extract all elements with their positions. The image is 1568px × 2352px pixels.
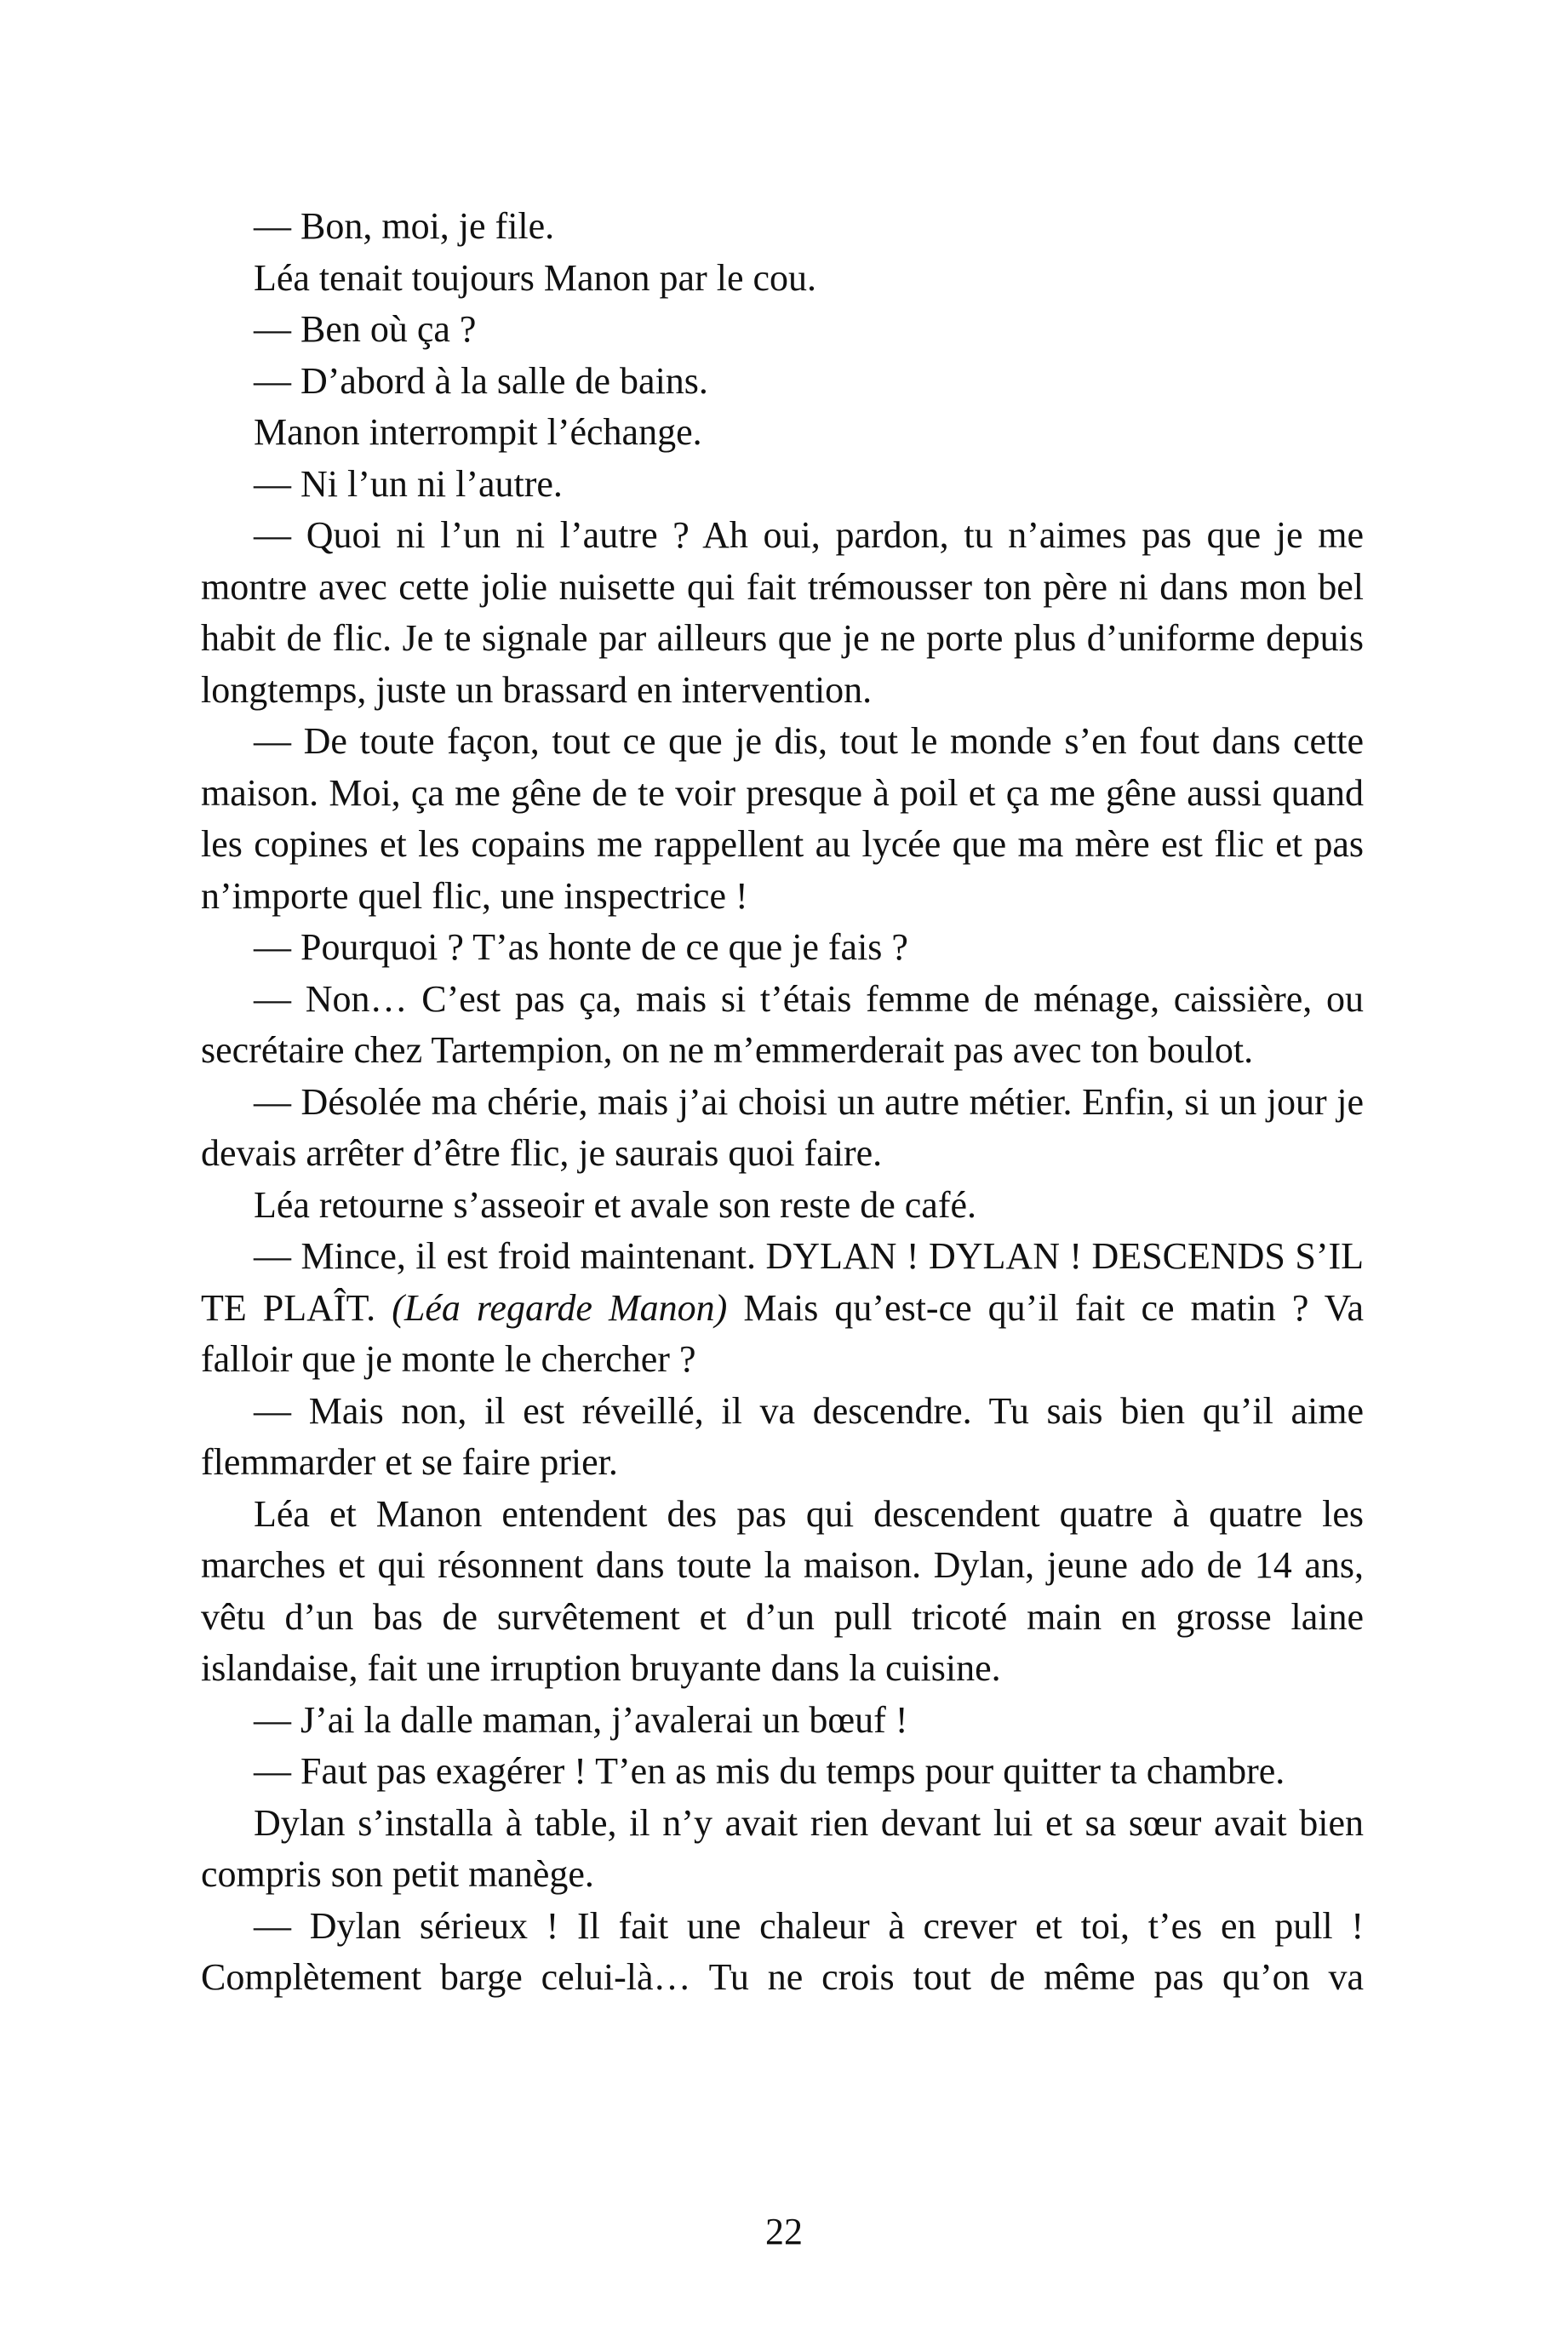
page-number: 22 <box>765 2211 803 2252</box>
paragraph: — Non… C’est pas ça, mais si t’étais femme de ménage, caissière, ou secrétaire chez Tartempion, on ne m’emmerderait pas avec ton boulot. <box>201 977 1364 1071</box>
paragraph: Manon interrompit l’échange. <box>254 411 702 453</box>
paragraph: Léa retourne s’asseoir et avale son reste de café. <box>254 1183 976 1226</box>
paragraph: — Dylan sérieux ! Il fait une chaleur à crever et toi, t’es en pull ! Complètement barge celui-là… Tu ne crois tout de même pas qu’on va <box>201 1904 1364 1998</box>
paragraph: Léa et Manon entendent des pas qui descendent quatre à quatre les marches et qui résonnent dans toute la maison. Dylan, jeune ado de 14 ans, vêtu d’un bas de survêtement et d’un pull tricoté main en grosse laine islandaise, fait une irruption bruyante dans la cuisine. <box>201 1492 1364 1689</box>
body-text <box>201 201 1364 2004</box>
stage-direction: (Léa regarde Manon) <box>392 1286 728 1329</box>
paragraph: — Désolée ma chérie, mais j’ai choisi un autre métier. Enfin, si un jour je devais arrêter d’être flic, je saurais quoi faire. <box>201 1080 1364 1174</box>
paragraph: — Ni l’un ni l’autre. <box>254 462 563 505</box>
paragraph: — Mais non, il est réveillé, il va descendre. Tu sais bien qu’il aime flemmarder et se faire prier. <box>201 1389 1364 1483</box>
paragraph: — Quoi ni l’un ni l’autre ? Ah oui, pardon, tu n’aimes pas que je me montre avec cette jolie nuisette qui fait trémousser ton père ni dans mon bel habit de flic. Je te signale par ailleurs que je ne porte plus d’uniforme depuis longtemps, juste un brassard en intervention. <box>201 514 1364 711</box>
paragraph: — Pourquoi ? T’as honte de ce que je fais ? <box>254 926 908 968</box>
paragraph: Léa tenait toujours Manon par le cou. <box>254 256 817 299</box>
paragraph: — Bon, moi, je file. <box>254 205 555 247</box>
paragraph: — De toute façon, tout ce que je dis, tout le monde s’en fout dans cette maison. Moi, ça me gêne de te voir presque à poil et ça me gêne aussi quand les copines et les copains me rappellent au lycée que ma mère est flic et pas n’importe quel flic, une inspectrice ! <box>201 720 1364 917</box>
paragraph: — D’abord à la salle de bains. <box>254 359 708 402</box>
paragraph-mixed <box>201 1231 1364 1386</box>
dialogue-text: Mais qu’est-ce qu’il fait ce matin ? Va falloir que je monte le chercher ? <box>201 1286 1365 1380</box>
paragraph: Dylan s’installa à table, il n’y avait rien devant lui et sa sœur avait bien compris son petit manège. <box>201 1801 1364 1895</box>
paragraph: — Ben où ça ? <box>254 308 477 350</box>
paragraph: — J’ai la dalle maman, j’avalerai un bœuf ! <box>254 1698 908 1741</box>
paragraph: — Faut pas exagérer ! T’en as mis du temps pour quitter ta chambre. <box>254 1750 1285 1792</box>
dialogue-text: — Mince, il est froid maintenant. DYLAN ! DYLAN ! DESCENDS S’IL TE PLAÎT. <box>201 1235 1364 1329</box>
